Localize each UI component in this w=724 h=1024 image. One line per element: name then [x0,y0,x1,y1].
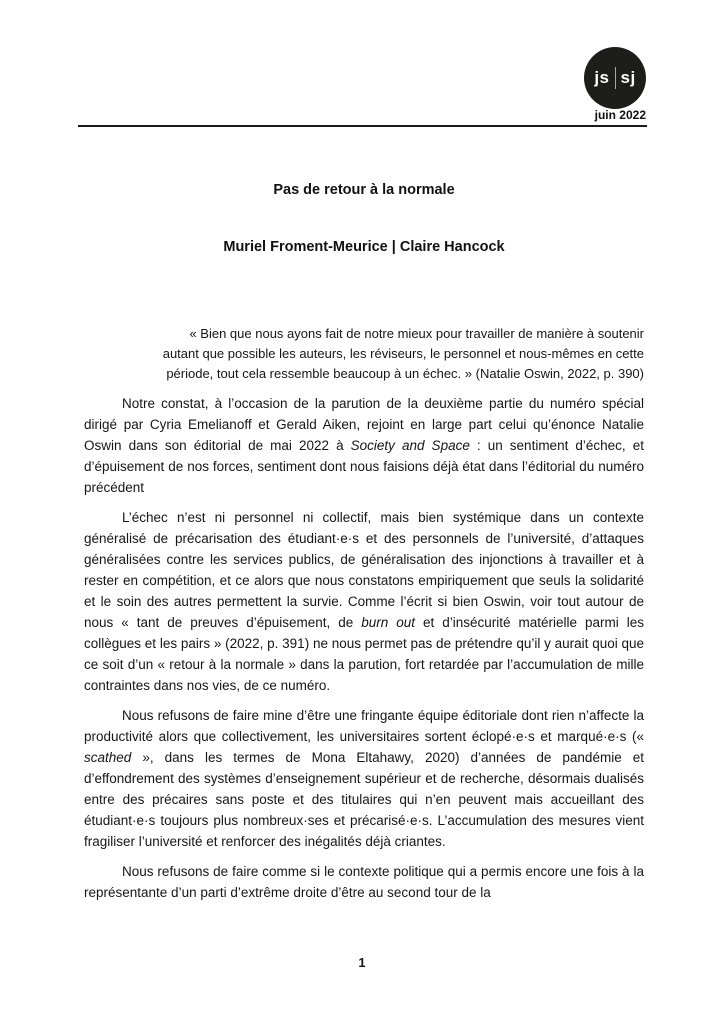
text-run: et d’insécurité matérielle parmi les collègues et les pairs » (2022, p. 391) ne nous permet pas de prétendre qu’il y aurait quoi que ce soit d’un « retour à la normale » dans la parution, fort retardée par l’accumulation de mille contraintes dans nos vies, de ce numéro. [84,615,644,693]
logo-text-js: js [594,68,610,87]
italic-run: Society and Space [350,438,470,453]
text-run: L’échec n’est ni personnel ni collectif, mais bien systémique dans un contexte généralisé de précarisation des étudiant·e·s et des personnels de l’université, d’attaques généralisées contre les services publics, de généralisation des injonctions à travailler et à rester en compétition, et ce alors que nous constatons empiriquement que seuls la solidarité et le soin des autres permettent la survie. Comme l’écrit si bien Oswin, voir tout autour de nous « tant de preuves d’épuisement, de [84,510,644,630]
epigraph-quote [84,324,644,384]
text-run: », dans les termes de Mona Eltahawy, 2020) d’années de pandémie et d’effondrement des systèmes d’enseignement supérieur et de recherche, désormais dualisés entre des précaires sans poste et des titulaires qui n’en peuvent mais accueillant des étudiant·e·s toujours plus nombreux·ses et précarisé·e·s. L’accumulation des mesures vient fragiliser l’université et renforcer des inégalités déjà criantes. [84,750,644,849]
text-run: Nous refusons de faire comme si le contexte politique qui a permis encore une fois à la représentante d’un parti d’extrême droite d’être au second tour de la [84,864,644,900]
quote-line: « Bien que nous ayons fait de notre mieux pour travailler de manière à soutenir [189,326,644,341]
text-run: : un sentiment d’échec, et d’épuisement de nos forces, sentiment dont nous faisions déjà état dans l’éditorial du numéro précédent [84,438,644,495]
article-body [84,393,644,903]
article-content [84,125,644,912]
quote-line: autant que possible les auteurs, les réviseurs, le personnel et nous-mêmes en cette [162,346,644,361]
page-number: 1 [358,955,366,970]
body-paragraph [84,507,644,696]
logo-text-sj: sj [620,68,636,87]
quote-line: période, tout cela ressemble beaucoup à un échec. » (Natalie Oswin, 2022, p. 390) [166,366,644,381]
italic-run: burn out [361,615,416,630]
issue-date: juin 2022 [594,108,646,122]
body-paragraph [84,705,644,852]
journal-logo [584,47,646,109]
italic-run: scathed [84,750,132,765]
body-paragraph [84,861,644,903]
logo-divider [615,67,616,89]
text-run: Nous refusons de faire mine d’être une fringante équipe éditoriale dont rien n’affecte la productivité alors que collectivement, les universitaires sortent éclopé·e·s et marqué·e·s (« [84,708,644,744]
article-authors: Muriel Froment-Meurice | Claire Hancock [223,239,505,255]
article-title: Pas de retour à la normale [273,182,455,198]
body-paragraph [84,393,644,498]
text-run: Notre constat, à l’occasion de la parution de la deuxième partie du numéro spécial dirigé par Cyria Emelianoff et Gerald Aiken, rejoint en large part celui qu’énonce Natalie Oswin dans son éditorial de mai 2022 à [84,396,644,453]
